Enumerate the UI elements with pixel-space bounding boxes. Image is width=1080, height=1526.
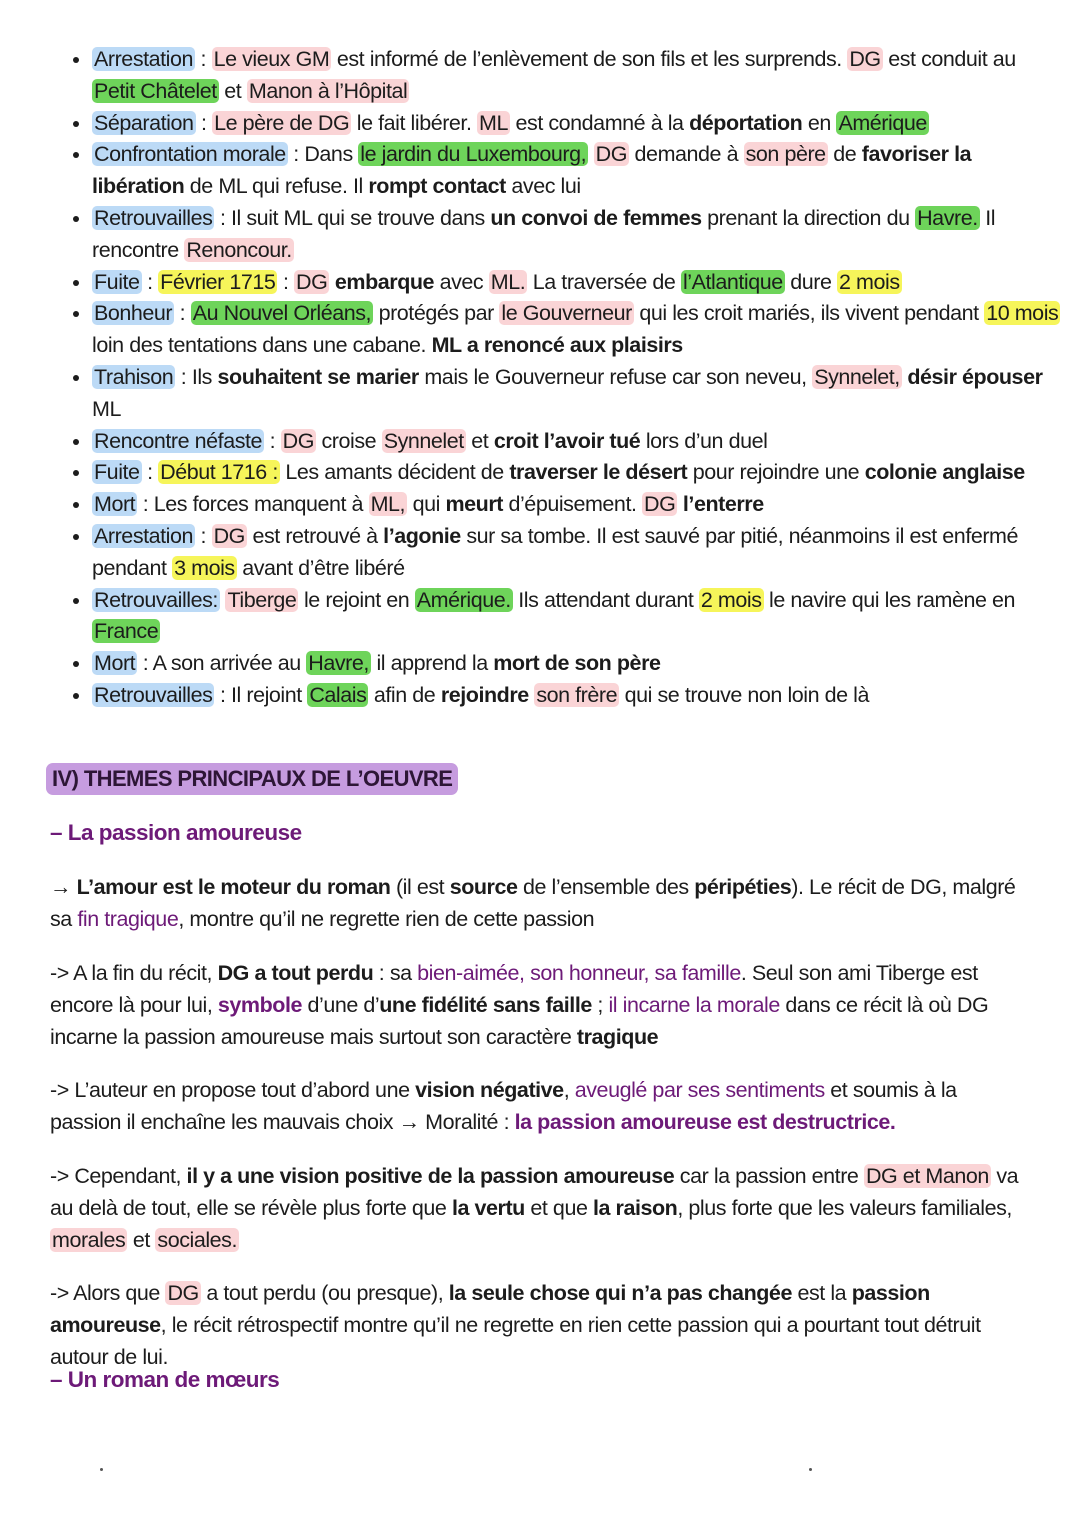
text-run: et que (524, 1195, 593, 1220)
text-run: (il est (390, 875, 450, 899)
event-label: Retrouvailles: (94, 587, 218, 612)
event-item (92, 457, 1062, 489)
bold-text: passion amoureuse (50, 1281, 930, 1337)
bold-text: la vertu (451, 1195, 525, 1220)
paragraph-5 (50, 1278, 1030, 1373)
bold-text: un convoi de femmes (490, 205, 702, 230)
highlighted-text: l’Atlantique (682, 269, 783, 294)
text-run: protégés par (373, 301, 500, 326)
highlighted-text: 10 mois (986, 301, 1059, 326)
text-run: qui les croit mariés, ils vivent pendant (633, 301, 985, 326)
text-run: : (174, 301, 191, 326)
highlighted-text: ML, (370, 492, 406, 517)
text-run: sur sa tombe. Il est sauvé par pitié, néanmoins il est enfermé pendant (92, 523, 1019, 580)
highlighted-text: DG (296, 269, 328, 294)
text-run: le fait libérer. (351, 110, 478, 135)
text-run: de l’ensemble des (517, 875, 695, 899)
highlighted-text: son père (745, 142, 826, 167)
text-run: -> L’auteur en propose tout d’abord une (50, 1078, 416, 1102)
highlighted-text: Havre. (917, 205, 978, 230)
text-run: , plus forte que les valeurs familiales, (677, 1195, 1012, 1220)
event-item (92, 489, 1062, 521)
event-item (92, 648, 1062, 680)
highlighted-text: le jardin du Luxembourg, (360, 142, 587, 167)
text-run: et soumis à la passion il enchaîne les mauvais choix → Moralité : (50, 1078, 957, 1134)
highlighted-text: DG (644, 492, 676, 517)
subheading-passion: – La passion amoureuse (50, 820, 302, 845)
text-run: prenant la direction du (701, 205, 916, 230)
text-run: et (127, 1227, 156, 1252)
text-run: ML (92, 396, 121, 421)
text-run: car la passion entre (674, 1164, 864, 1188)
event-label: Bonheur (94, 301, 173, 326)
bold-text: la passion amoureuse est destructrice. (514, 1109, 896, 1134)
text-run: fin tragique (77, 906, 179, 931)
highlighted-text: Synnelet, (814, 364, 900, 389)
event-item (92, 267, 1062, 299)
event-label: Arrestation (94, 523, 194, 548)
bold-text: une fidélité sans faille (379, 992, 592, 1017)
text-run: : (195, 110, 213, 135)
text-run: : (264, 428, 281, 453)
bold-text: désir épouser (907, 364, 1043, 389)
text-run: lors d’un duel (640, 428, 768, 453)
highlighted-text: Tiberge (227, 587, 297, 612)
bold-text: la seule chose qui n’a pas changée (448, 1281, 792, 1305)
highlighted-text: Synnelet (383, 428, 464, 453)
event-item (92, 521, 1062, 585)
event-item (92, 44, 1062, 108)
text-run: qui se trouve non loin de là (619, 682, 870, 707)
highlighted-text: Manon à l’Hôpital (248, 78, 408, 103)
text-run: est retrouvé à (246, 523, 384, 548)
event-item (92, 362, 1062, 426)
text-run: et (465, 428, 494, 453)
text-run: : (141, 269, 159, 294)
highlighted-text: son frère (536, 682, 618, 707)
text-run: il incarne la morale (608, 992, 780, 1017)
text-run: demande à (629, 142, 744, 167)
event-label: Fuite (94, 269, 140, 294)
highlighted-text: morales (52, 1227, 126, 1252)
paragraph-1 (50, 872, 1030, 936)
text-run: le rejoint en (298, 587, 415, 612)
text-run: : (195, 47, 212, 71)
text-run: est la (791, 1281, 852, 1305)
event-label: Mort (94, 492, 136, 517)
text-run: : sa (373, 961, 418, 985)
text-run: . Seul son ami Tiberge est encore là pour lui, (50, 961, 978, 1017)
bold-text: source (449, 875, 518, 899)
highlighted-text: Renoncour. (186, 237, 292, 262)
text-run: avec lui (505, 174, 581, 199)
bold-text: traverser le désert (509, 460, 688, 485)
bold-text: L’amour est le moteur du roman (76, 875, 391, 899)
highlighted-text: DG (282, 428, 314, 453)
text-run: : Ils (175, 364, 218, 389)
bold-text: il y a une vision positive de la passion amoureuse (186, 1164, 675, 1188)
subheading-moeurs: – Un roman de mœurs (50, 1367, 280, 1392)
highlighted-text: DG (213, 523, 245, 548)
text-run: : (141, 460, 159, 485)
text-run: ). Le récit de DG, malgré sa (50, 875, 1016, 931)
text-run: : Il suit ML qui se trouve dans (214, 205, 491, 230)
event-item (92, 298, 1062, 362)
text-run: : (195, 523, 212, 548)
text-run: , (563, 1078, 575, 1102)
section-heading: IV) THEMES PRINCIPAUX DE L’OEUVRE (46, 763, 458, 795)
text-run: avec (434, 269, 489, 294)
text-run: croise (315, 428, 382, 453)
highlighted-text: ML. (490, 269, 526, 294)
highlighted-text: Le vieux GM (213, 47, 330, 71)
highlighted-text: France (94, 619, 159, 644)
bold-text: mort de son père (493, 651, 661, 676)
paragraph-2 (50, 958, 1030, 1053)
highlighted-text: sociales. (157, 1227, 238, 1252)
text-run: est conduit au (882, 47, 1016, 71)
bold-text: symbole (217, 992, 302, 1017)
text-run: , le récit rétrospectif montre qu’il ne regrette en rien cette passion qui a pourtant tout détruit autour de lui. (50, 1312, 981, 1369)
highlighted-text: ML (479, 110, 508, 135)
highlighted-text: 2 mois (700, 587, 762, 612)
event-label: Fuite (94, 460, 140, 485)
text-run: dure (784, 269, 837, 294)
text-run: Il rencontre (92, 205, 996, 262)
text-run: afin de (368, 682, 441, 707)
text-run: -> A la fin du récit, (50, 961, 218, 985)
text-run: et (218, 78, 247, 103)
bold-text: colonie anglaise (864, 460, 1025, 485)
text-run: Ils attendant durant (512, 587, 699, 612)
event-label: Retrouvailles (94, 205, 213, 230)
text-run: , montre qu’il ne regrette rien de cette passion (178, 906, 595, 931)
bold-text: déportation (689, 110, 803, 135)
highlighted-text: DG (595, 142, 628, 167)
text-run: le navire qui les ramène en (763, 587, 1016, 612)
highlighted-text: Amérique (838, 110, 927, 135)
text-run: : Il rejoint (214, 682, 308, 707)
text-run: va au delà de tout, elle se révèle plus forte que (50, 1164, 1019, 1220)
text-run: avant d’être libéré (236, 555, 405, 580)
footer-mark-right (809, 1468, 812, 1471)
text-run: aveuglé par ses sentiments (574, 1078, 825, 1102)
highlighted-text: Calais (309, 682, 367, 707)
event-label: Rencontre néfaste (94, 428, 263, 453)
highlighted-text: DG et Manon (865, 1164, 989, 1188)
highlighted-text: 2 mois (839, 269, 900, 294)
event-item (92, 585, 1062, 649)
text-run: dans ce récit là où DG incarne la passion amoureuse mais surtout son caractère (50, 992, 989, 1049)
text-run: d’une d’ (301, 992, 380, 1017)
text-run: de (827, 142, 862, 167)
highlighted-text: le Gouverneur (501, 301, 632, 326)
text-run: ; (591, 992, 609, 1017)
text-run: : (277, 269, 295, 294)
text-run: de ML qui refuse. Il (184, 174, 369, 199)
highlighted-text: Au Nouvel Orléans, (192, 301, 372, 326)
text-run: → (50, 875, 77, 899)
event-label: Retrouvailles (94, 682, 213, 707)
text-run: mais le Gouverneur refuse car son neveu, (418, 364, 813, 389)
event-item (92, 139, 1062, 203)
bold-text: embarque (334, 269, 435, 294)
highlighted-text: Février 1715 (160, 269, 276, 294)
text-run: Les amants décident de (279, 460, 510, 485)
plot-events-list (60, 44, 1062, 712)
event-item (92, 426, 1062, 458)
event-label: Trahison (94, 364, 174, 389)
text-run: : Dans (287, 142, 359, 167)
text-run: : Les forces manquent à (137, 492, 369, 517)
bold-text: souhaitent se marier (217, 364, 419, 389)
event-label: Séparation (94, 110, 194, 135)
event-label: Mort (94, 651, 136, 676)
bold-text: favoriser la libération (92, 142, 972, 199)
bold-text: vision négative (415, 1078, 564, 1102)
text-run (588, 142, 594, 166)
text-run: d’épuisement. (502, 492, 643, 517)
event-label: Arrestation (94, 47, 194, 71)
text-run: loin des tentations dans une cabane. (92, 333, 432, 358)
text-run: a tout perdu (ou presque), (200, 1281, 449, 1305)
highlighted-text: Début 1716 : (160, 460, 278, 485)
highlighted-text: Petit Châtelet (94, 78, 217, 103)
text-run: -> Alors que (50, 1281, 166, 1305)
paragraph-4 (50, 1161, 1030, 1256)
bold-text: meurt (445, 492, 503, 517)
bold-text: l’enterre (682, 492, 764, 517)
highlighted-text: Amérique. (416, 587, 511, 612)
bold-text: rompt contact (368, 174, 506, 199)
text-run: La traversée de (527, 269, 681, 294)
text-run: en (802, 110, 837, 135)
highlighted-text: DG (849, 47, 881, 71)
bold-text: croit l’avoir tué (493, 428, 641, 453)
highlighted-text: Havre, (308, 651, 369, 676)
highlighted-text: 3 mois (174, 555, 235, 580)
event-label: Confrontation morale (94, 142, 286, 167)
highlighted-text: DG (167, 1281, 199, 1305)
event-item (92, 203, 1062, 267)
bold-text: tragique (576, 1024, 659, 1049)
text-run: -> Cependant, (50, 1164, 187, 1188)
bold-text: la raison (592, 1195, 678, 1220)
bold-text: ML a renoncé aux plaisirs (431, 333, 683, 358)
bold-text: l’agonie (383, 523, 461, 548)
text-run: il apprend la (370, 651, 494, 676)
event-item (92, 108, 1062, 140)
bold-text: rejoindre (440, 682, 529, 707)
text-run: est informé de l’enlèvement de son fils et les surprends. (331, 47, 848, 71)
bold-text: péripéties (694, 875, 792, 899)
event-item (92, 680, 1062, 712)
text-run: qui (407, 492, 446, 517)
paragraph-3 (50, 1075, 1030, 1139)
text-run: est condamné à la (509, 110, 690, 135)
bold-text: DG a tout perdu (217, 961, 374, 985)
highlighted-text: Le père de DG (214, 110, 350, 135)
text-run: bien-aimée, son honneur, sa famille (417, 961, 741, 985)
text-run: pour rejoindre une (687, 460, 865, 485)
text-run: : A son arrivée au (137, 651, 307, 676)
footer-mark-left (100, 1468, 103, 1471)
